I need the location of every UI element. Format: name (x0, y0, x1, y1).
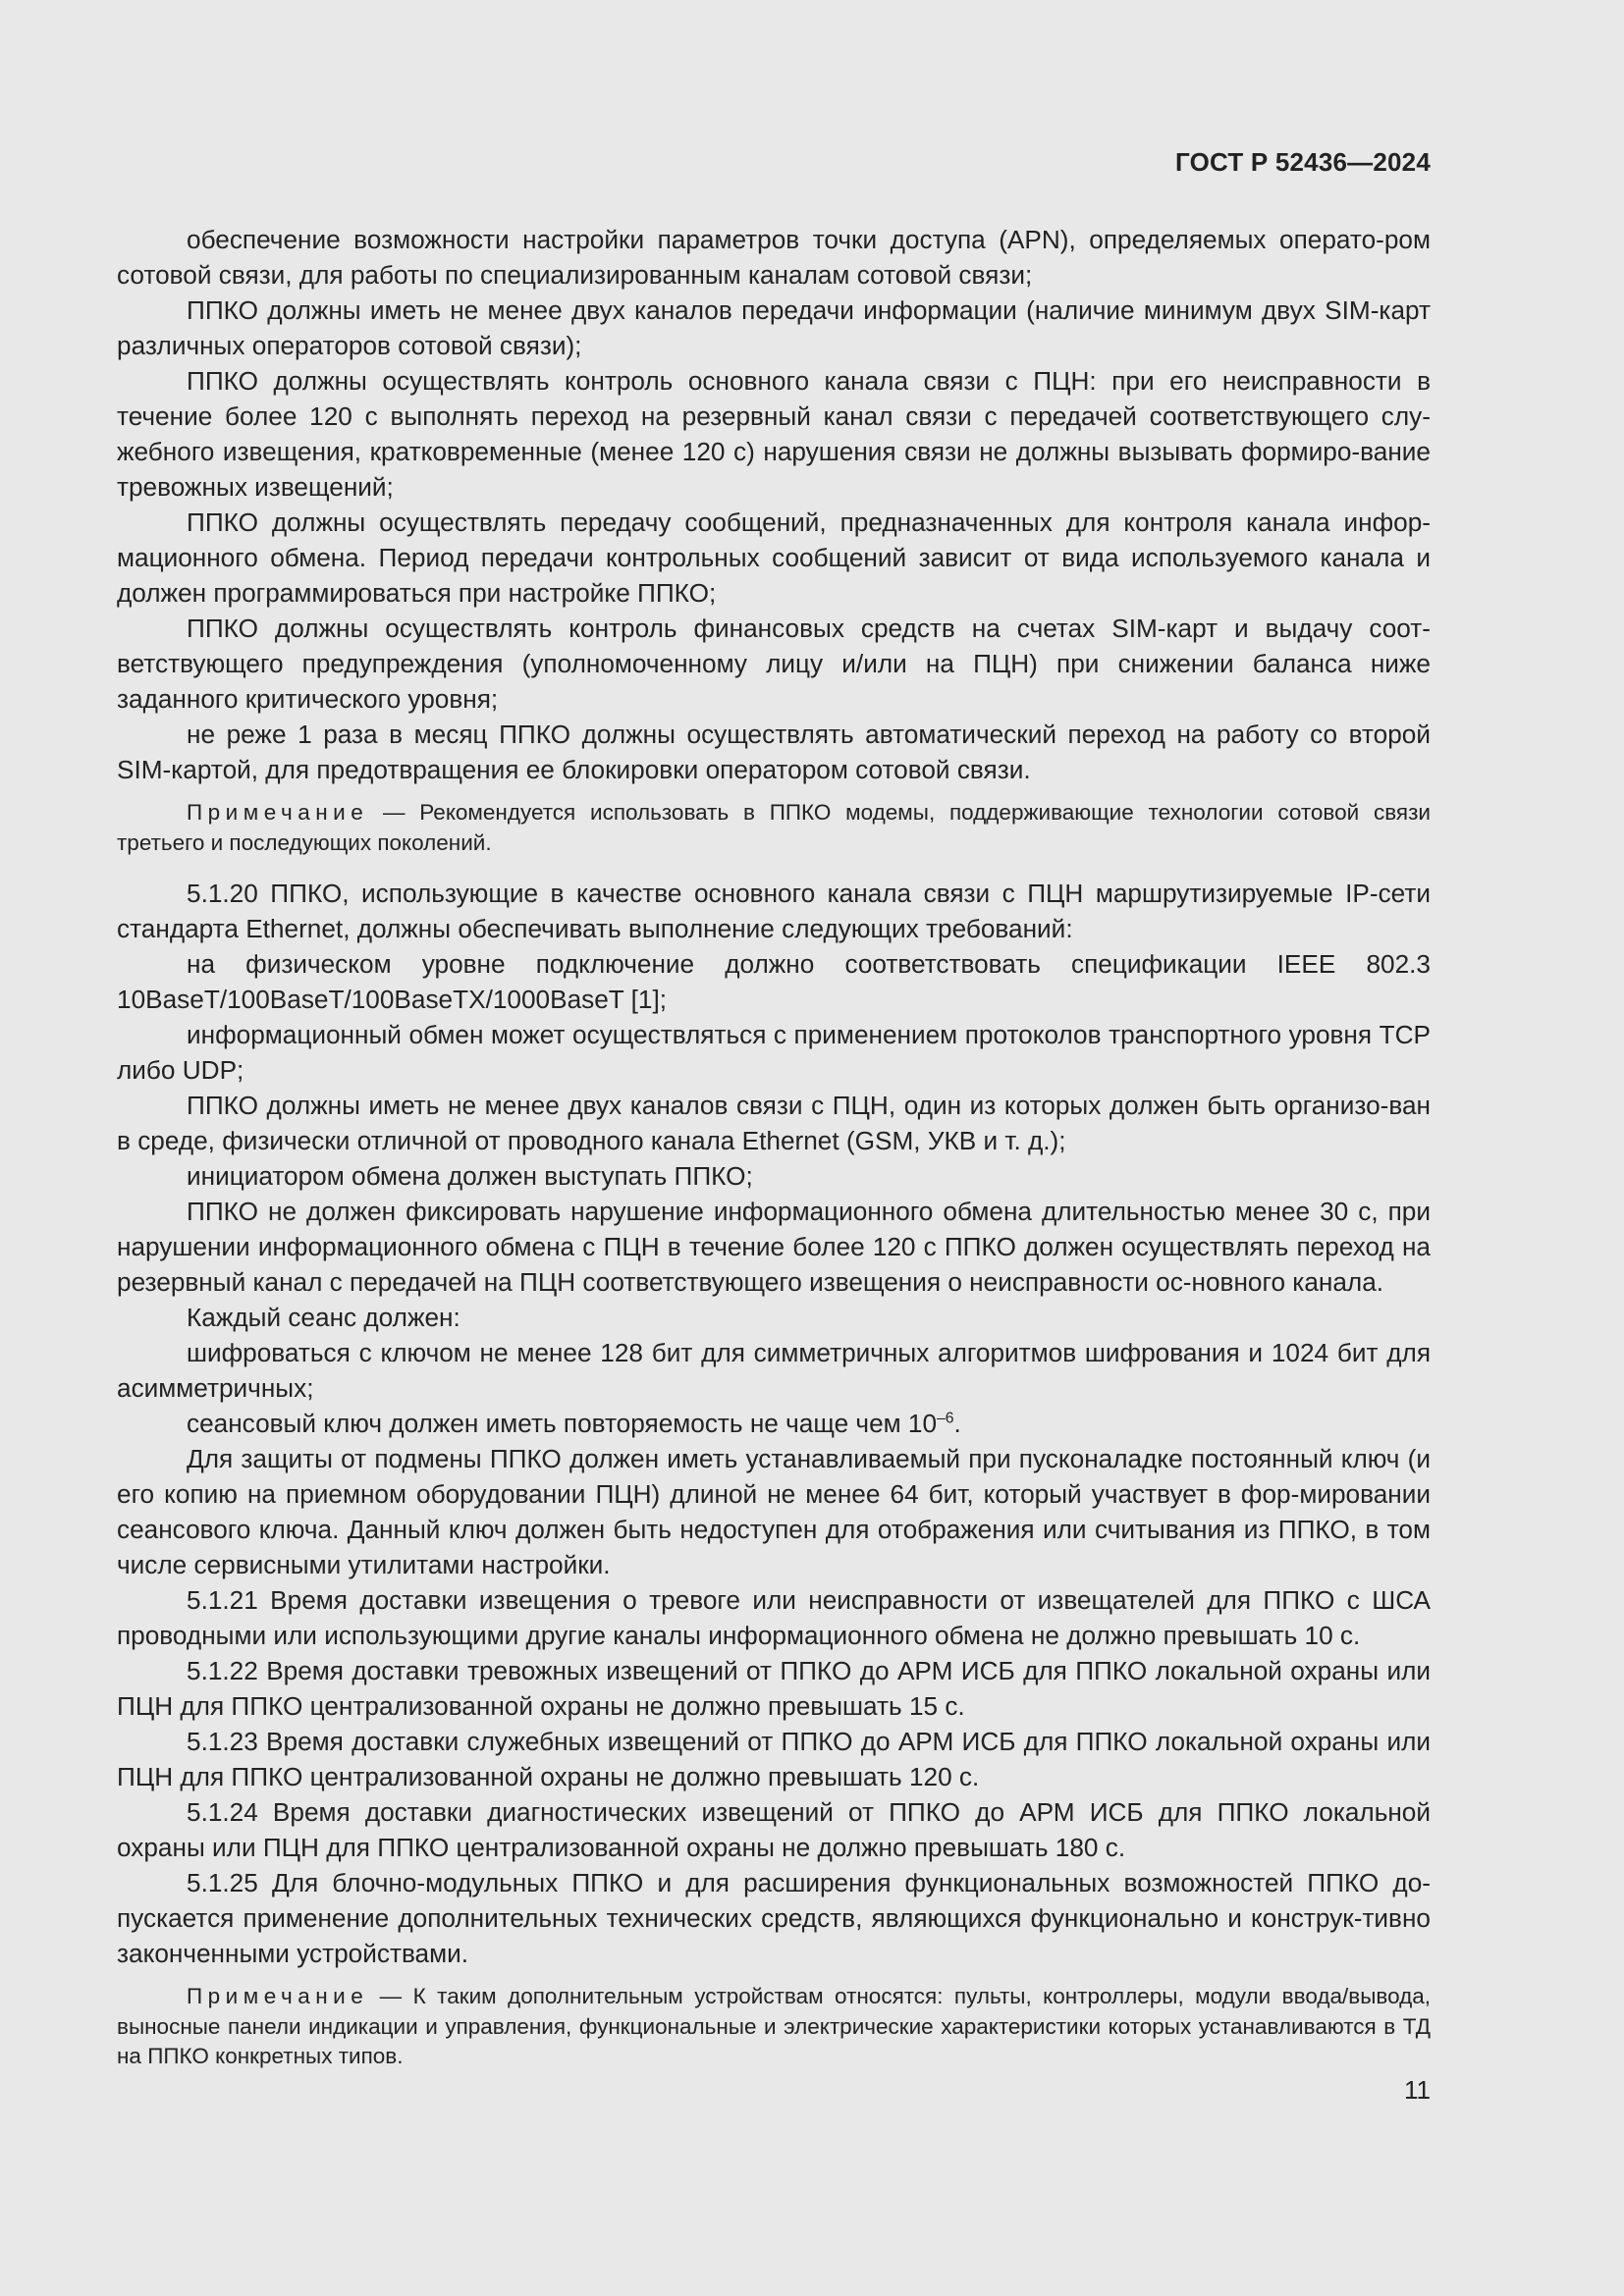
paragraph-5-1-20: 5.1.20 ППКО, использующие в качестве основного канала связи с ПЦН маршрутизируемые IP-сети стандарта Ethernet, должны обеспечивать выполнение следующих требований: (117, 879, 1431, 943)
note-label: Примечание (187, 800, 369, 825)
paragraph: ППКО должны осуществлять передачу сообщений, предназначенных для контроля канала инфор-мационного обмена. Период передачи контрольных сообщений зависит от вида используемого канала и должен программироваться при настройке ППКО; (117, 507, 1431, 608)
note-label: Примечание (187, 1984, 369, 2008)
note-text: — К таким дополнительным устройствам относятся: пульты, контроллеры, модули ввода/вывода, выносные панели индикации и управления, функциональные и электрические характеристики которых устанавливаются в ТД на ППКО конкретных типов. (117, 1984, 1431, 2068)
note-1 (117, 798, 1431, 858)
session-key-text: сеансовый ключ должен иметь повторяемость не чаще чем 10 (187, 1409, 938, 1438)
note-2 (117, 1982, 1431, 2072)
paragraph: обеспечение возможности настройки параметров точки доступа (APN), определяемых операто-ром сотовой связи, для работы по специализированным каналам сотовой связи; (117, 225, 1431, 290)
paragraph: ППКО должны осуществлять контроль основного канала связи с ПЦН: при его неисправности в течение более 120 с выполнять переход на резервный канал связи с передачей соответствующего слу-жебного извещения, кратковременные (менее 120 с) нарушения связи не должны вызывать формиро-вание тревожных извещений; (117, 366, 1431, 502)
standard-header: ГОСТ Р 52436—2024 (1175, 147, 1431, 177)
paragraph: инициатором обмена должен выступать ППКО; (187, 1161, 753, 1191)
period: . (953, 1409, 961, 1438)
paragraph-5-1-23: 5.1.23 Время доставки служебных извещений от ППКО до АРМ ИСБ для ППКО локальной охраны или ПЦН для ППКО централизованной охраны не должно превышать 120 с. (117, 1727, 1431, 1791)
paragraph-5-1-21: 5.1.21 Время доставки извещения о тревоге или неисправности от извещателей для ППКО с ШСА проводными или использующими другие каналы информационного обмена не должно превышать 10 с. (117, 1585, 1431, 1650)
paragraph: ППКО должны осуществлять контроль финансовых средств на счетах SIM-карт и выдачу соот-ветствующего предупреждения (уполномоченному лицу и/или на ПЦН) при снижении баланса ниже заданного критического уровня; (117, 614, 1431, 714)
note-text: — Рекомендуется использовать в ППКО модемы, поддерживающие технологии сотовой связи третьего и последующих поколений. (117, 800, 1431, 855)
paragraph: не реже 1 раза в месяц ППКО должны осуществлять автоматический переход на работу со второй SIM-картой, для предотвращения ее блокировки оператором сотовой связи. (117, 720, 1431, 784)
paragraph: шифроваться с ключом не менее 128 бит для симметричных алгоритмов шифрования и 1024 бит для асимметричных; (117, 1338, 1431, 1403)
paragraph-5-1-25: 5.1.25 Для блочно-модульных ППКО и для расширения функциональных возможностей ППКО до-пускается применение дополнительных технических средств, являющихся функционально и конструк-тивно законченными устройствами. (117, 1868, 1431, 1968)
paragraph-5-1-24: 5.1.24 Время доставки диагностических извещений от ППКО до АРМ ИСБ для ППКО локальной охраны или ПЦН для ППКО централизованной охраны не должно превышать 180 с. (117, 1797, 1431, 1862)
paragraph: ППКО не должен фиксировать нарушение информационного обмена длительностью менее 30 с, при нарушении информационного обмена с ПЦН в течение более 120 с ППКО должен осуществлять переход на резервный канал с передачей на ПЦН соответствующего извещения о неисправности ос-новного канала. (117, 1197, 1431, 1297)
paragraph-5-1-22: 5.1.22 Время доставки тревожных извещений от ППКО до АРМ ИСБ для ППКО локальной охраны или ПЦН для ППКО централизованной охраны не должно превышать 15 с. (117, 1656, 1431, 1721)
paragraph: на физическом уровне подключение должно соответствовать спецификации IEEE 802.3 10BaseT/100BaseT/100BaseTX/1000BaseT [1]; (117, 949, 1431, 1014)
paragraph: ППКО должны иметь не менее двух каналов связи с ПЦН, один из которых должен быть организо-ван в среде, физически отличной от проводного канала Ethernet (GSM, УКВ и т. д.); (117, 1091, 1431, 1155)
paragraph: информационный обмен может осуществляться с применением протоколов транспортного уровня TCP либо UDP; (117, 1020, 1431, 1085)
paragraph: Каждый сеанс должен: (187, 1303, 460, 1332)
paragraph-session-key (117, 1406, 1431, 1441)
paragraph: Для защиты от подмены ППКО должен иметь устанавливаемый при пусконаладке постоянный ключ (и его копию на приемном оборудовании ПЦН) длиной не менее 64 бит, который участвует в фор-мировании сеансового ключа. Данный ключ должен быть недоступен для отображения или считывания из ППКО, в том числе сервисными утилитами настройки. (117, 1444, 1431, 1579)
document-body (117, 222, 1431, 2090)
paragraph: ППКО должны иметь не менее двух каналов передачи информации (наличие минимум двух SIM-карт различных операторов сотовой связи); (117, 295, 1431, 360)
exponent: –6 (937, 1410, 954, 1427)
page-number: 11 (1404, 2075, 1431, 2105)
